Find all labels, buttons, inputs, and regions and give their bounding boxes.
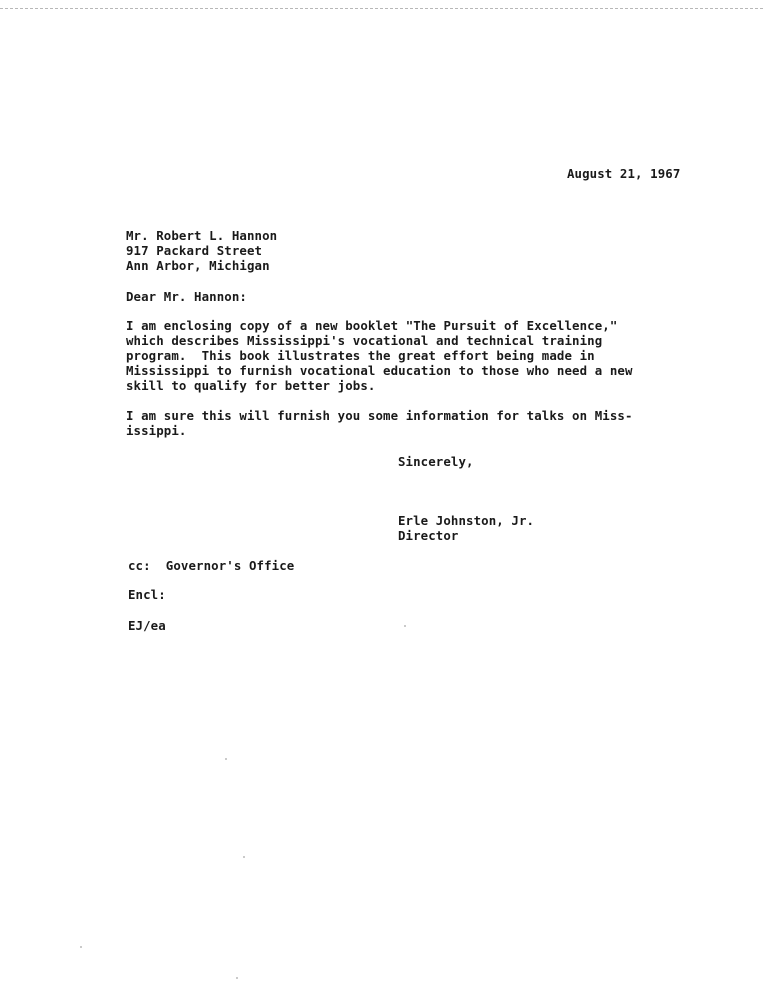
body-line: I am sure this will furnish you some information for talks on Miss- (126, 408, 633, 423)
recipient-city: Ann Arbor, Michigan (126, 258, 270, 273)
cc-line: cc: Governor's Office (128, 558, 295, 573)
body-line: Mississippi to furnish vocational education to those who need a new (126, 363, 633, 378)
reference-initials: EJ/ea (128, 618, 166, 633)
letter-date: August 21, 1967 (567, 166, 681, 181)
closing: Sincerely, (398, 454, 474, 469)
body-line: I am enclosing copy of a new booklet "The Pursuit of Excellence," (126, 318, 618, 333)
recipient-name: Mr. Robert L. Hannon (126, 228, 278, 243)
scan-speck (80, 946, 82, 948)
body-line: issippi. (126, 423, 187, 438)
salutation: Dear Mr. Hannon: (126, 289, 247, 304)
body-line: skill to qualify for better jobs. (126, 378, 376, 393)
scan-speck (243, 856, 245, 858)
recipient-street: 917 Packard Street (126, 243, 263, 258)
scan-speck (225, 758, 227, 760)
scan-speck (236, 977, 238, 979)
body-line: program. This book illustrates the great effort being made in (126, 348, 595, 363)
scan-speck (404, 625, 406, 627)
enclosure-line: Encl: (128, 587, 166, 602)
body-line: which describes Mississippi's vocational and technical training (126, 333, 603, 348)
signatory-title: Director (398, 528, 459, 543)
page-top-edge (0, 0, 763, 9)
signatory-name: Erle Johnston, Jr. (398, 513, 535, 528)
